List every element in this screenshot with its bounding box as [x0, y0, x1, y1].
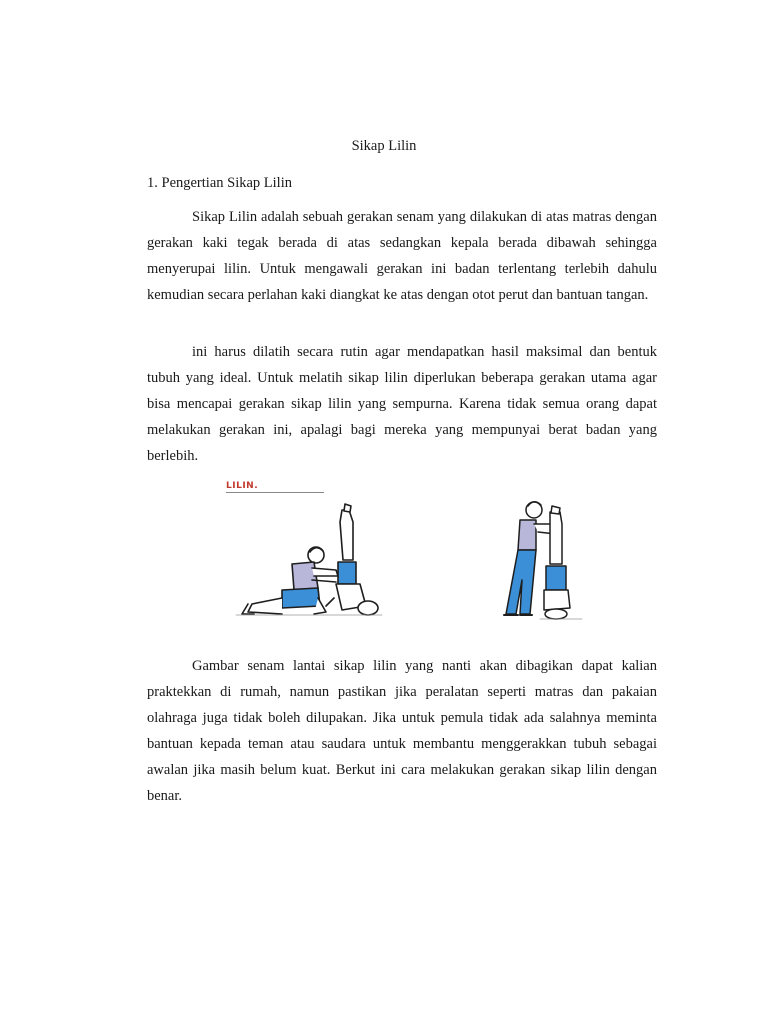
candle-pose-assisted-kneeling-illustration	[222, 480, 387, 620]
paragraph-3: Gambar senam lantai sikap lilin yang nanti akan dibagikan dapat kalian praktekkan di rumah, namun pastikan jika peralatan seperti matras dan pakaian olahraga juga tidak boleh dilupakan. Jika untuk pemula tidak ada salahnya meminta bantuan kepada teman atau saudara untuk membantu menggerakkan tubuh sebagai awalan jika masih belum kuat. Berkut ini cara melakukan gerakan sikap lilin dengan benar.	[147, 658, 657, 804]
candle-pose-assisted-standing-illustration	[490, 494, 585, 620]
document-title: Sikap Lilin	[351, 138, 417, 154]
section-heading: 1. Pengertian Sikap Lilin	[147, 175, 292, 191]
illustration-tag: LILIN.	[226, 481, 259, 491]
paragraph-2: ini harus dilatih secara rutin agar mendapatkan hasil maksimal dan bentuk tubuh yang ideal. Untuk melatih sikap lilin diperlukan beberapa gerakan utama agar bisa mencapai gerakan sikap lilin yang sempurna. Karena tidak semua orang dapat melakukan gerakan ini, apalagi bagi mereka yang mempunyai berat badan yang berlebih.	[147, 344, 657, 464]
paragraph-1: Sikap Lilin adalah sebuah gerakan senam yang dilakukan di atas matras dengan gerakan kaki tegak berada di atas sedangkan kepala berada dibawah sehingga menyerupai lilin. Untuk mengawali gerakan ini badan terlentang terlebih dahulu kemudian secara perlahan kaki diangkat ke atas dengan otot perut dan bantuan tangan.	[147, 209, 657, 303]
